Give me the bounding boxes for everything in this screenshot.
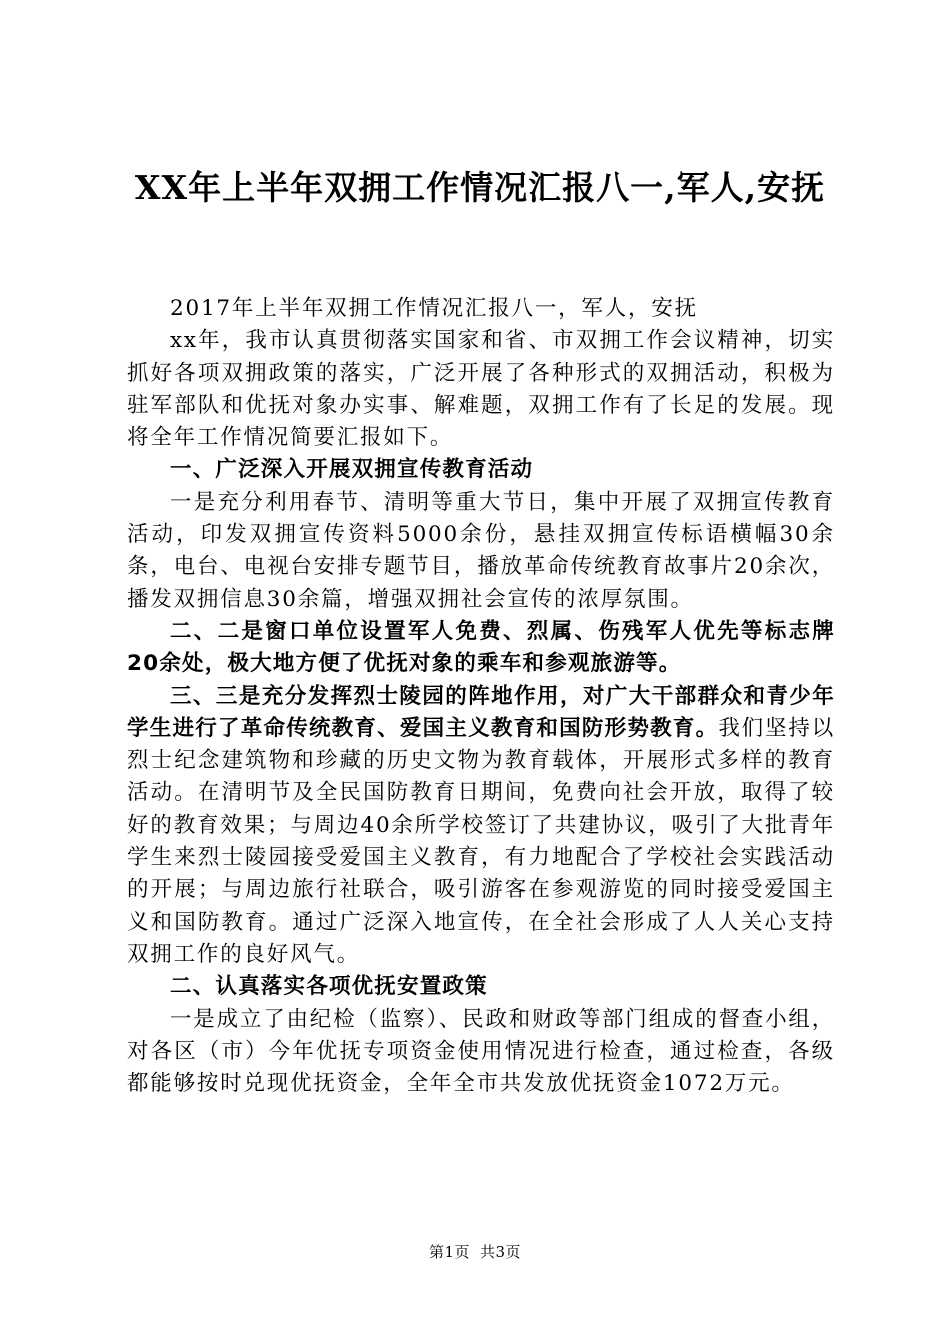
section-heading-1: 一、广泛深入开展双拥宣传教育活动 [170,457,534,483]
page-footer [0,1242,950,1262]
page-total: 共3页 [480,1243,522,1261]
section1-paragraph-3-body: 我们坚持以烈士纪念建筑物和珍藏的历史文物为教育载体，开展形式多样的教育活动。在清明节及全民国防教育日期间，免费向社会开放，取得了较好的教育效果；与周边40余所学校签订了共建协议，吸引了大批青年学生来烈士陵园接受爱国主义教育，有力地配合了学校社会实践活动的开展；与周边旅行社联合，吸引游客在参观游览的同时接受爱国主义和国防教育。通过广泛深入地宣传，在全社会形成了人人关心支持双拥工作的良好风气。 [127,715,835,967]
section1-paragraph-3-lead: 三、三是充分发挥烈士陵园的阵地作用，对广大干部群众和青少年学生进行了革命传统教育、爱国主义教育和国防形势教育。 [127,683,835,741]
section2-paragraph-1: 一是成立了由纪检（监察）、民政和财政等部门组成的督查小组，对各区（市）今年优抚专项资金使用情况进行检查，通过检查，各级都能够按时兑现优抚资金，全年全市共发放优抚资金1072万元。 [127,1006,835,1097]
intro-paragraph: xx年，我市认真贯彻落实国家和省、市双拥工作会议精神，切实抓好各项双拥政策的落实，广泛开展了各种形式的双拥活动，积极为驻军部队和优抚对象办实事、解难题，双拥工作有了长足的发展。现将全年工作情况简要汇报如下。 [127,328,835,451]
section1-paragraph-3 [127,681,835,972]
document-body [127,293,835,1100]
section1-paragraph-2 [127,616,835,681]
section1-paragraph-1: 一是充分利用春节、清明等重大节日，集中开展了双拥宣传教育活动，印发双拥宣传资料5000余份，悬挂双拥宣传标语横幅30余条，电台、电视台安排专题节目，播放革命传统教育故事片20余次，播发双拥信息30余篇，增强双拥社会宣传的浓厚氛围。 [127,489,835,612]
subtitle-line: 2017年上半年双拥工作情况汇报八一，军人，安抚 [170,296,698,321]
section1-paragraph-2-lead: 二、二是窗口单位设置军人免费、烈属、伤残军人优先等标志牌20余处，极大地方便了优抚对象的乘车和参观旅游等。 [127,618,835,677]
page-number: 第1页 [428,1243,470,1261]
document-title: XX年上半年双拥工作情况汇报八一,军人,安抚 [134,168,826,207]
section-heading-2: 二、认真落实各项优抚安置政策 [170,974,488,1000]
